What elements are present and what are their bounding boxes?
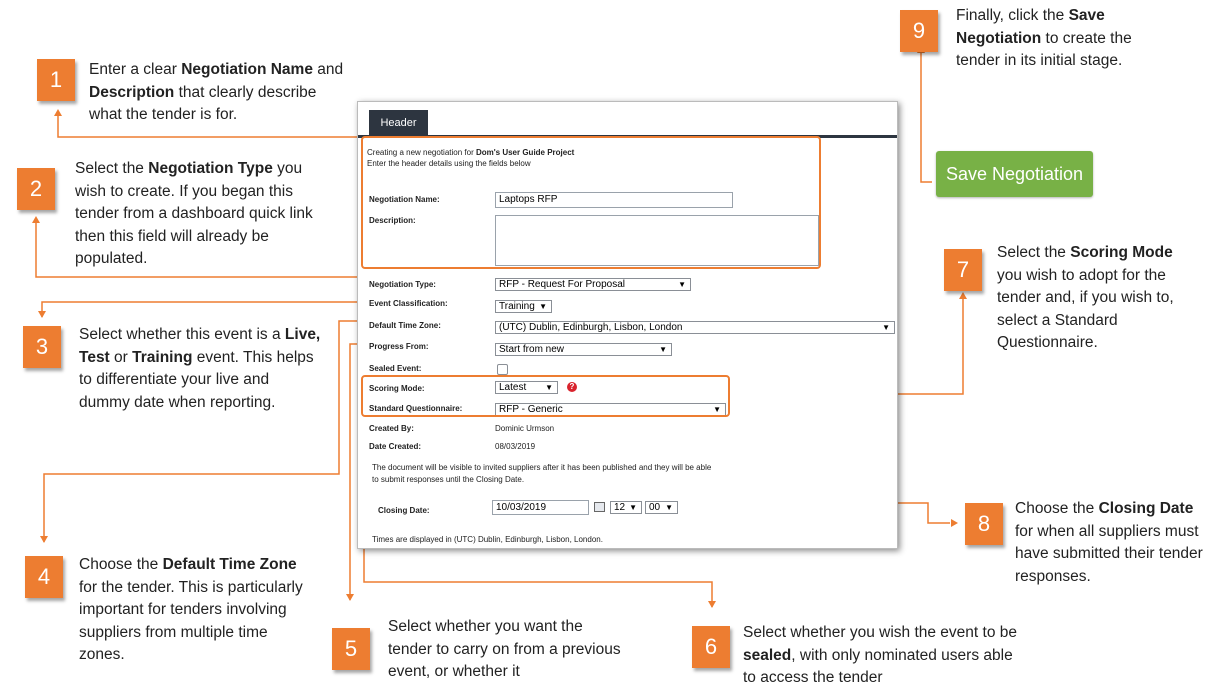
negotiation-name-label: Negotiation Name: <box>369 195 440 204</box>
highlight-scoring-questionnaire <box>361 375 730 417</box>
step-badge-5: 5 <box>332 628 370 670</box>
closing-minute-value: 00 <box>649 502 661 513</box>
callout-6-bold-a: sealed <box>743 646 792 664</box>
step-badge-3: 3 <box>23 326 61 368</box>
callout-8-text-b: for when all suppliers must have submitted their tender responses. <box>1015 522 1203 585</box>
standard-questionnaire-label: Standard Questionnaire: <box>369 404 463 413</box>
step-badge-4: 4 <box>25 556 63 598</box>
scoring-mode-value: Latest <box>499 382 527 393</box>
callout-7 <box>997 242 1202 355</box>
arrowhead-1 <box>54 109 62 116</box>
tab-bar <box>358 102 897 138</box>
arrowhead-4 <box>40 536 48 543</box>
step-badge-6: 6 <box>692 626 730 668</box>
callout-6-text-a: Select whether you wish the event to be <box>743 624 1017 641</box>
dropdown-arrow-icon: ▼ <box>678 280 686 289</box>
visibility-note-line-2: to submit responses until the Closing Date. <box>372 475 525 484</box>
dropdown-arrow-icon: ▼ <box>659 345 667 354</box>
callout-5-text-a: Select whether you want the tender to carry on from a previous event, or whether it <box>388 618 621 680</box>
arrowhead-3 <box>38 311 46 318</box>
save-negotiation-button[interactable]: Save Negotiation <box>936 151 1093 197</box>
callout-9-text-a: Finally, click the <box>956 7 1069 24</box>
date-created-value: 08/03/2019 <box>495 442 536 451</box>
callout-8 <box>1015 498 1205 588</box>
connector-9 <box>921 52 932 182</box>
sealed-event-label: Sealed Event: <box>369 364 422 373</box>
callout-9-text-b: to create the tender in its initial stage. <box>956 29 1132 69</box>
callout-4-bold-a: Default Time Zone <box>162 556 297 573</box>
arrowhead-6 <box>708 601 716 608</box>
connector-3 <box>42 302 362 317</box>
dropdown-arrow-icon: ▼ <box>882 323 890 332</box>
callout-3 <box>79 324 324 414</box>
step-badge-9: 9 <box>900 10 938 52</box>
arrowhead-2 <box>32 216 40 223</box>
event-classification-select[interactable] <box>495 300 552 313</box>
scoring-mode-label: Scoring Mode: <box>369 384 425 393</box>
step-badge-7: 7 <box>944 249 982 291</box>
closing-hour-value: 12 <box>614 502 626 513</box>
callout-1-text-a: Enter a clear <box>89 61 182 78</box>
highlight-name-description <box>361 136 821 269</box>
help-icon[interactable]: ? <box>567 382 577 392</box>
callout-9-bold-a: Save Negotiation <box>956 7 1105 47</box>
callout-7-bold-a: Scoring Mode <box>1070 244 1173 261</box>
negotiation-type-select[interactable] <box>495 278 691 291</box>
arrowhead-7 <box>959 292 967 299</box>
arrowhead-8 <box>951 519 958 527</box>
intro-project: Dom's User Guide Project <box>475 148 575 157</box>
step-badge-2: 2 <box>17 168 55 210</box>
callout-8-bold-a: Closing Date <box>1098 500 1194 517</box>
callout-5 <box>388 616 628 684</box>
closing-date-input[interactable]: 10/03/2019 <box>492 500 589 515</box>
tab-header[interactable]: Header <box>369 110 428 137</box>
dropdown-arrow-icon: ▼ <box>665 503 673 512</box>
standard-questionnaire-value: RFP - Generic <box>499 404 563 415</box>
step-badge-8: 8 <box>965 503 1003 545</box>
callout-2-text-b: you wish to create. If you began this tender from a dashboard quick link then this field will already be populated. <box>75 160 313 267</box>
dropdown-arrow-icon: ▼ <box>629 503 637 512</box>
description-label: Description: <box>369 216 416 225</box>
callout-1-text-b: and <box>312 61 344 78</box>
times-note: Times are displayed in (UTC) Dublin, Edinburgh, Lisbon, London. <box>372 535 603 544</box>
visibility-note-line-1: The document will be visible to invited suppliers after it has been published and they will be able <box>372 463 712 472</box>
default-time-zone-value: (UTC) Dublin, Edinburgh, Lisbon, London <box>499 322 683 333</box>
step-badge-1: 1 <box>37 59 75 101</box>
default-time-zone-select[interactable] <box>495 321 895 334</box>
negotiation-name-input[interactable]: Laptops RFP <box>495 192 733 208</box>
callout-1 <box>89 59 344 127</box>
progress-from-value: Start from new <box>499 344 565 355</box>
callout-7-text-a: Select the <box>997 244 1071 261</box>
dropdown-arrow-icon: ▼ <box>539 302 547 311</box>
closing-minute-select[interactable] <box>645 501 678 514</box>
created-by-label: Created By: <box>369 424 414 433</box>
event-classification-label: Event Classification: <box>369 299 448 308</box>
date-created-label: Date Created: <box>369 442 422 451</box>
calendar-icon[interactable] <box>594 502 605 512</box>
negotiation-type-label: Negotiation Type: <box>369 280 436 289</box>
callout-1-bold-b: Description <box>89 83 175 101</box>
arrowhead-5 <box>346 594 354 601</box>
created-by-value: Dominic Urmson <box>495 424 555 433</box>
dropdown-arrow-icon: ▼ <box>713 405 721 414</box>
callout-1-bold-a: Negotiation Name <box>181 61 313 78</box>
sealed-event-checkbox[interactable] <box>497 364 508 375</box>
event-classification-value: Training <box>499 301 535 312</box>
dropdown-arrow-icon: ▼ <box>545 383 553 392</box>
callout-3-bold-b: Training <box>132 348 193 366</box>
callout-3-text-a: Select whether this event is a <box>79 326 285 343</box>
closing-hour-select[interactable] <box>610 501 642 514</box>
callout-4 <box>79 554 309 667</box>
callout-3-text-b: or <box>109 348 133 366</box>
callout-3-text-c: event. This helps to differentiate your live and dummy date when reporting. <box>79 348 314 411</box>
intro-line-2: Enter the header details using the fields below <box>367 159 531 168</box>
callout-1-text-c: that clearly describe what the tender is for. <box>89 83 317 123</box>
closing-date-label: Closing Date: <box>378 506 430 515</box>
progress-from-select[interactable] <box>495 343 672 356</box>
callout-9 <box>956 5 1171 73</box>
callout-7-text-b: you wish to adopt for the tender and, if you wish to, select a Standard Questionnaire. <box>997 266 1174 351</box>
intro-prefix: Creating a new negotiation for <box>367 148 476 157</box>
callout-8-text-a: Choose the <box>1015 500 1099 517</box>
progress-from-label: Progress From: <box>369 342 429 351</box>
callout-4-text-b: for the tender. This is particularly important for tenders involving suppliers from multiple time zones. <box>79 578 303 663</box>
callout-2-text-a: Select the <box>75 160 149 177</box>
callout-6-text-b: , with only nominated users able to access the tender <box>743 646 1013 686</box>
callout-2 <box>75 158 337 271</box>
negotiation-type-value: RFP - Request For Proposal <box>499 279 625 290</box>
callout-4-text-a: Choose the <box>79 556 163 573</box>
callout-3-bold-a: Live, Test <box>79 326 321 366</box>
callout-2-bold-a: Negotiation Type <box>148 160 273 177</box>
callout-6 <box>743 622 1018 690</box>
default-time-zone-label: Default Time Zone: <box>369 321 441 330</box>
